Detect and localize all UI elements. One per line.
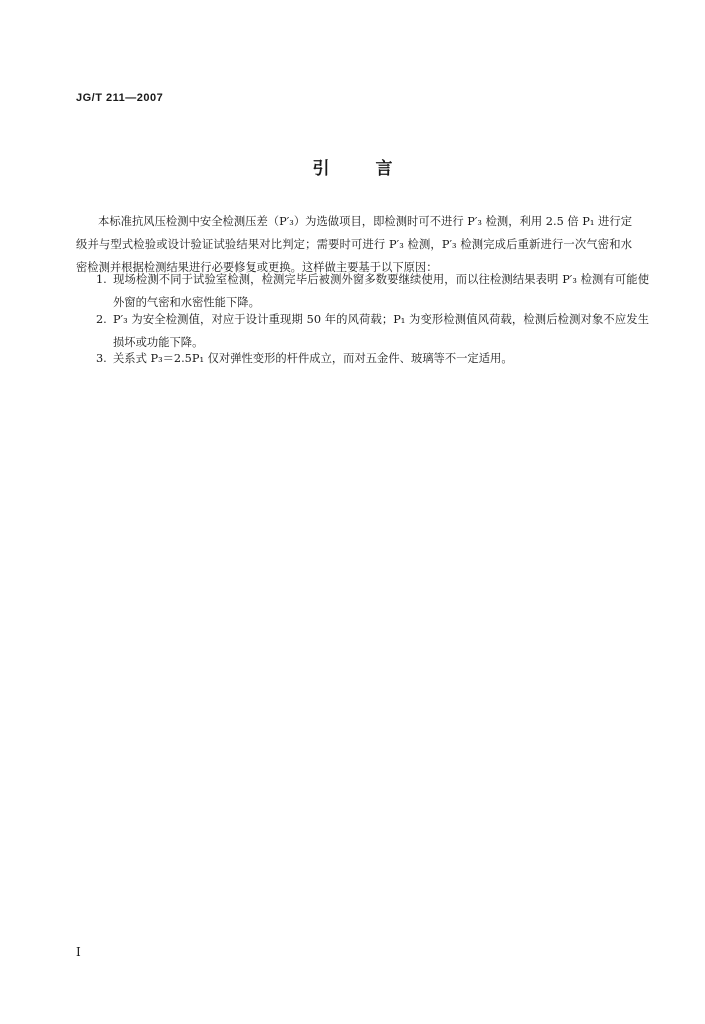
list-item-number: 1. [96,273,107,286]
list-item-number: 3. [96,352,107,365]
list-item-text: 关系式 P₃＝2.5P₁ 仅对弹性变形的杆件成立，而对五金件、玻璃等不一定适用。 [113,352,513,365]
list-item-number: 2. [96,313,107,326]
page-title: 引 言 [312,159,393,179]
list-item-text: 现场检测不同于试验室检测，检测完毕后被测外窗多数要继续使用，而以往检测结果表明 P′₃ 检测有可能使外窗的气密和水密性能下降。 [113,273,649,309]
list-item-text: P′₃ 为安全检测值，对应于设计重现期 50 年的风荷载；P₁ 为变形检测值风荷载，检测后检测对象不应发生损坏或功能下降。 [113,313,649,349]
list-item-3 [96,347,649,370]
intro-paragraph: 本标准抗风压检测中安全检测压差（P′₃）为选做项目，即检测时可不进行 P′₃ 检测，利用 2.5 倍 P₁ 进行定级并与型式检验或设计验证试验结果对比判定；需要时可进行 P′₃ 检测，P′₃ 检测完成后重新进行一次气密和水密检测并根据检测结果进行必要修复或更换。这样做主要基于以下原因： [76,215,632,274]
page-number: I [76,945,81,959]
standard-code-header: JG/T 211—2007 [76,92,164,104]
